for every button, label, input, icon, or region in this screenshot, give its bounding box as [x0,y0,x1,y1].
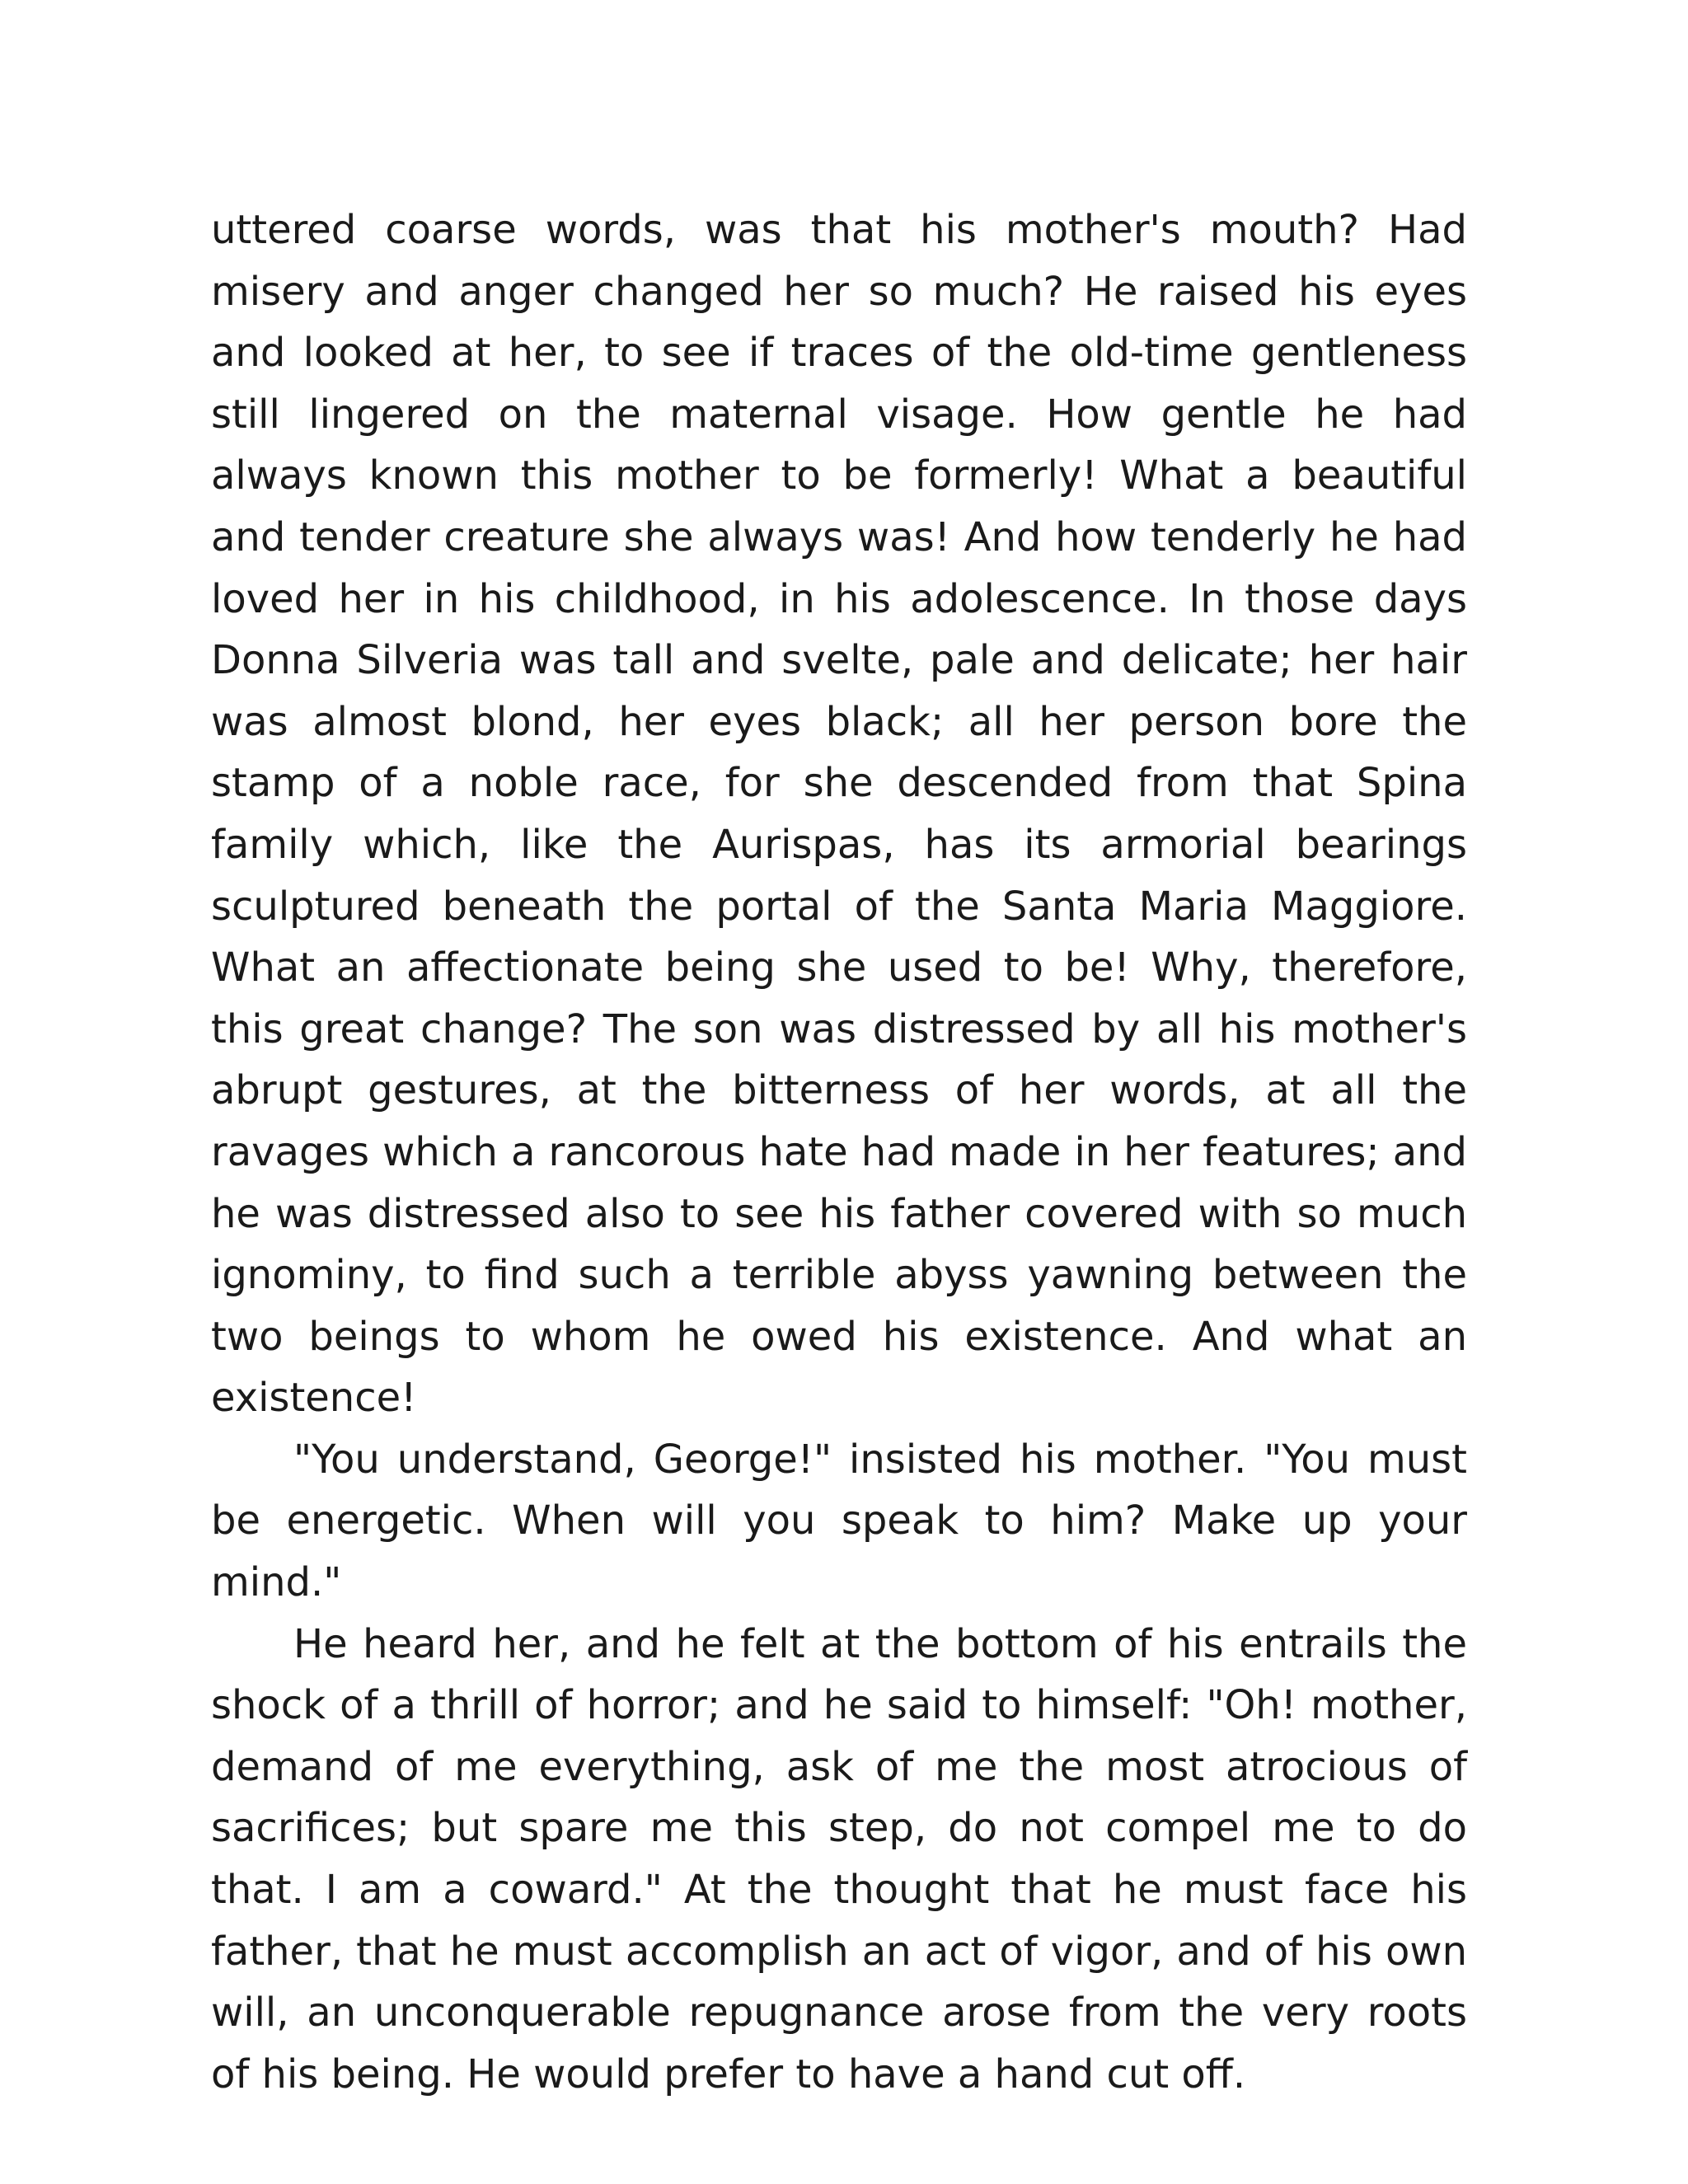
paragraph-1: uttered coarse words, was that his mother's mouth? Had misery and anger changed her so much? He raised his eyes and looked at her, to see if traces of the old-time gentleness still lingered on the maternal visage. How gentle he had always known this mother to be formerly! What a beautiful and tender creature she always was! And how tenderly he had loved her in his childhood, in his adolescence. In those days Donna Silveria was tall and svelte, pale and delicate; her hair was almost blond, her eyes black; all her person bore the stamp of a noble race, for she descended from that Spina family which, like the Aurispas, has its armorial bearings sculptured beneath the portal of the Santa Maria Maggiore. What an affectionate being she used to be! Why, therefore, this great change? The son was distressed by all his mother's abrupt gestures, at the bitterness of her words, at all the ravages which a rancorous hate had made in her features; and he was distressed also to see his father covered with so much ignominy, to find such a terrible abyss yawning between the two beings to whom he owed his existence. And what an existence! [211,207,1467,1422]
body-text [211,199,1467,2105]
paragraph-2: "You understand, George!" insisted his mother. "You must be energetic. When will you speak to him? Make up your mind." [211,1436,1467,1606]
paragraph-3: He heard her, and he felt at the bottom of his entrails the shock of a thrill of horror; and he said to himself: "Oh! mother, demand of me everything, ask of me the most atrocious of sacrifices; but spare me this step, do not compel me to do that. I am a coward." At the thought that he must face his father, that he must accomplish an act of vigor, and of his own will, an unconquerable repugnance arose from the very roots of his being. He would prefer to have a hand cut off. [211,1620,1467,2097]
